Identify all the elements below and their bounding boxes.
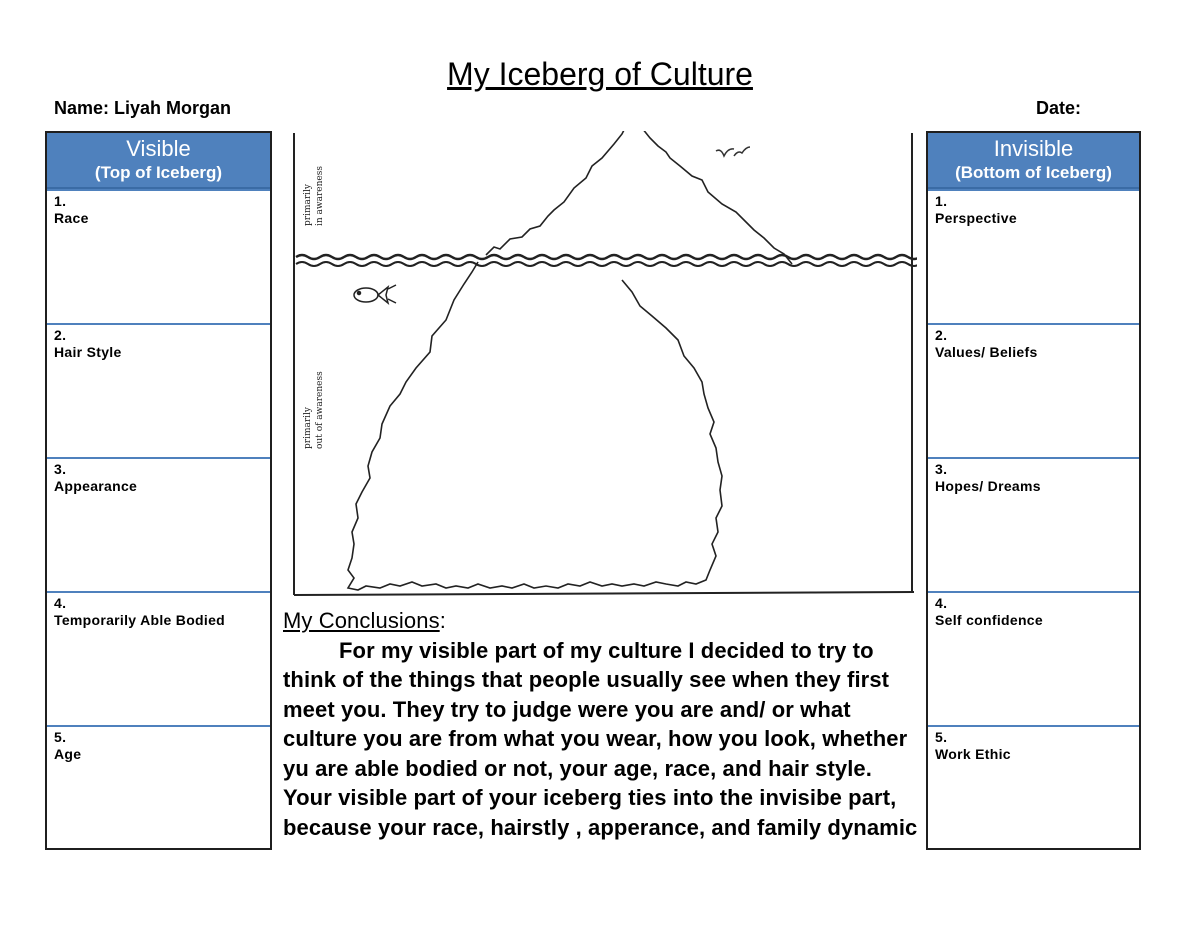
label-top-line-2: in awareness: [315, 166, 325, 226]
fish-icon: [354, 285, 396, 303]
item-number: 2.: [54, 327, 67, 343]
awareness-labels: [303, 166, 325, 449]
visible-item-2: [47, 323, 270, 457]
conclusions-heading: My Conclusions: [283, 608, 440, 633]
birds-icon: [716, 147, 750, 156]
invisible-subheading: (Bottom of Iceberg): [955, 163, 1112, 182]
item-number: 3.: [935, 461, 948, 477]
name-label: Name: Liyah Morgan: [54, 98, 232, 118]
label-bottom-line-1: primarily: [303, 407, 313, 449]
invisible-item-4: [928, 591, 1139, 725]
iceberg-body: [348, 262, 722, 590]
iceberg-diagram: [288, 131, 917, 599]
water-line-lower: [296, 262, 917, 266]
visible-item-4: [47, 591, 270, 725]
page-title: My Iceberg of Culture: [447, 56, 753, 92]
item-number: 5.: [54, 729, 67, 745]
conclusions-heading-row: [283, 606, 923, 636]
item-number: 1.: [54, 193, 67, 209]
item-number: 1.: [935, 193, 948, 209]
invisible-item-2: [928, 323, 1139, 457]
item-text: Age: [54, 746, 82, 762]
item-text: Work Ethic: [935, 746, 1011, 762]
visible-heading: Visible: [126, 136, 191, 161]
invisible-item-5: [928, 725, 1139, 848]
visible-subheading: (Top of Iceberg): [94, 163, 223, 182]
conclusions-colon: :: [439, 608, 446, 633]
visible-item-3: [47, 457, 270, 591]
item-text: Perspective: [935, 210, 1017, 226]
visible-item-1: [47, 189, 270, 323]
item-number: 5.: [935, 729, 948, 745]
item-text: Self confidence: [935, 612, 1043, 628]
item-text: Temporarily Able Bodied: [54, 612, 226, 628]
invisible-heading: Invisible: [993, 136, 1074, 161]
conclusions-body: For my visible part of my culture I decided to try to think of the things that people usually see when they first meet you. They try to judge were you are and/ or what culture you are from what you wear, how you look, whether yu are able bodied or not, your age, race, and hair style. Your visible part of your iceberg ties into the invisibe part, because your race, hairstly , apperance, and family dynamic: [283, 637, 918, 840]
item-number: 4.: [54, 595, 67, 611]
invisible-item-3: [928, 457, 1139, 591]
invisible-header: [928, 133, 1139, 189]
iceberg-tip: [486, 131, 792, 264]
visible-header: [47, 133, 270, 189]
item-text: Values/ Beliefs: [935, 344, 1038, 360]
item-text: Race: [54, 210, 89, 226]
item-text: Hopes/ Dreams: [935, 478, 1041, 494]
frame-bottom-edge: [294, 592, 914, 595]
item-number: 3.: [54, 461, 67, 477]
item-number: 2.: [935, 327, 948, 343]
visible-item-5: [47, 725, 270, 848]
item-text: Appearance: [54, 478, 138, 494]
conclusions-section: [283, 606, 923, 842]
invisible-item-1: [928, 189, 1139, 323]
label-top-line-1: primarily: [303, 184, 313, 226]
label-bottom-line-2: out of awareness: [315, 371, 325, 449]
item-number: 4.: [935, 595, 948, 611]
water-line: [296, 255, 917, 259]
item-text: Hair Style: [54, 344, 122, 360]
date-label: Date:: [1036, 98, 1082, 118]
visible-column: [45, 131, 272, 850]
invisible-column: [926, 131, 1141, 850]
